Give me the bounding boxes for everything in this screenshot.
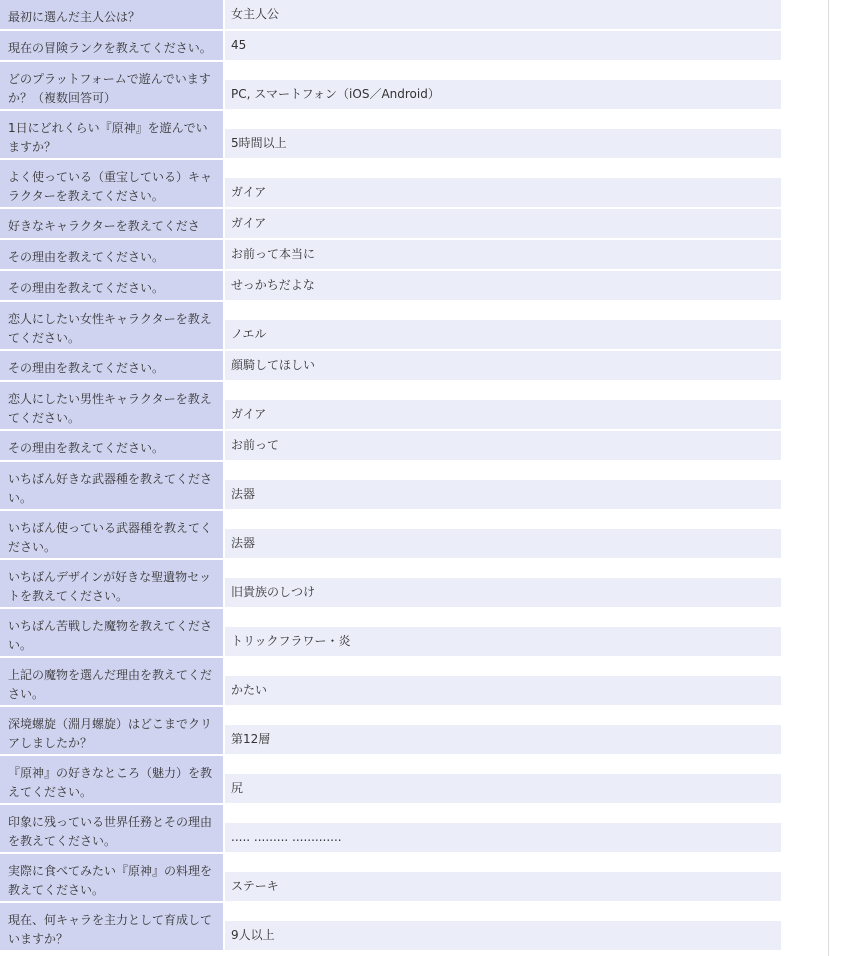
answer-text: 旧貴族のしつけ [231, 585, 316, 599]
answer-cell [225, 62, 781, 111]
answer-cell [225, 903, 781, 952]
answer-cell [225, 431, 781, 462]
question-cell [0, 903, 225, 952]
question-text: いちばん好きな武器種を教えてください。 [8, 472, 213, 505]
question-cell [0, 511, 225, 560]
question-text: 『原神』の好きなところ（魅力）を教えてください。 [8, 766, 213, 799]
answer-cell [225, 756, 781, 805]
question-text: 実際に食べてみたい『原神』の料理を教えてください。 [8, 864, 213, 897]
question-cell [0, 854, 225, 903]
answer-text: トリックフラワー・炎 [231, 634, 351, 648]
answer-cell [225, 854, 781, 903]
question-text: 1日にどれくらい『原神』を遊んでいますか？ [8, 121, 208, 154]
answer-cell [225, 0, 781, 31]
question-cell [0, 658, 225, 707]
question-cell [0, 805, 225, 854]
table-row [0, 511, 781, 560]
table-row [0, 431, 781, 462]
question-cell [0, 302, 225, 351]
question-cell [0, 462, 225, 511]
table-row [0, 62, 781, 111]
answer-text: PC, スマートフォン（iOS／Android） [231, 87, 440, 101]
answer-cell [225, 511, 781, 560]
question-cell [0, 431, 225, 462]
table-row [0, 0, 781, 31]
question-text: 最初に選んだ主人公は？ [8, 10, 141, 24]
question-cell [0, 209, 225, 240]
answer-text: 第12層 [231, 732, 271, 746]
table-row [0, 707, 781, 756]
answer-text: 45 [231, 38, 247, 52]
answer-text: 法器 [231, 536, 256, 550]
answer-cell [225, 560, 781, 609]
question-text: よく使っている（重宝している）キャラクターを教えてください。 [8, 170, 213, 203]
table-row [0, 382, 781, 431]
question-cell [0, 756, 225, 805]
question-cell [0, 111, 225, 160]
answer-cell [225, 707, 781, 756]
question-text: どのプラットフォームで遊んでいますか？（複数回答可） [8, 72, 211, 105]
answer-text: 尻 [231, 781, 244, 795]
answer-cell [225, 351, 781, 382]
table-row [0, 351, 781, 382]
answer-cell [225, 609, 781, 658]
question-cell [0, 0, 225, 31]
question-text: 現在の冒険ランクを教えてください。 [8, 41, 212, 55]
answer-cell [225, 382, 781, 431]
question-text: 深境螺旋（淵月螺旋）はどこまでクリアしましたか？ [8, 717, 213, 750]
answer-text: 女主人公 [231, 7, 280, 21]
question-text: 恋人にしたい女性キャラクターを教えてください。 [8, 312, 212, 345]
table-row [0, 903, 781, 952]
table-row [0, 111, 781, 160]
answer-cell [225, 111, 781, 160]
answer-text: ノエル [231, 327, 267, 341]
answer-cell [225, 160, 781, 209]
table-row [0, 462, 781, 511]
scrollbar-track[interactable] [828, 0, 842, 956]
question-text: その理由を教えてください。 [8, 281, 165, 295]
answer-cell [225, 31, 781, 62]
answer-cell [225, 805, 781, 854]
table-row [0, 805, 781, 854]
table-row [0, 271, 781, 302]
answer-text: お前って本当に [231, 247, 316, 261]
question-text: 恋人にしたい男性キャラクターを教えてください。 [8, 392, 212, 425]
answer-text: せっかちだよな [231, 278, 315, 292]
table-row [0, 560, 781, 609]
answer-text: ガイア [231, 407, 267, 421]
answer-cell [225, 209, 781, 240]
question-cell [0, 351, 225, 382]
answer-text: 法器 [231, 487, 256, 501]
answer-text: ..... ......... ............. [231, 830, 342, 844]
table-row [0, 209, 781, 240]
answer-cell [225, 462, 781, 511]
answer-cell [225, 658, 781, 707]
question-cell [0, 560, 225, 609]
table-row [0, 160, 781, 209]
answer-cell [225, 302, 781, 351]
table-row [0, 31, 781, 62]
table-row [0, 302, 781, 351]
question-cell [0, 609, 225, 658]
answer-text: お前って [231, 438, 280, 452]
question-text: 上記の魔物を選んだ理由を教えてください。 [8, 668, 213, 701]
question-cell [0, 382, 225, 431]
question-text: いちばんデザインが好きな聖遺物セットを教えてください。 [8, 570, 212, 603]
question-cell [0, 31, 225, 62]
answer-text: かたい [231, 683, 268, 697]
answer-text: 顔騎してほしい [231, 358, 316, 372]
table-row [0, 609, 781, 658]
answer-text: ガイア [231, 185, 267, 199]
question-text: 印象に残っている世界任務とその理由を教えてください。 [8, 815, 213, 848]
answer-cell [225, 271, 781, 302]
question-text: その理由を教えてください。 [8, 250, 165, 264]
table-row [0, 756, 781, 805]
question-text: いちばん苦戦した魔物を教えてください。 [8, 619, 213, 652]
answer-cell [225, 240, 781, 271]
table-row [0, 854, 781, 903]
question-text: その理由を教えてください。 [8, 441, 165, 455]
question-text: 現在、何キャラを主力として育成していますか？ [8, 913, 213, 946]
question-cell [0, 271, 225, 302]
answer-text: 5時間以上 [231, 136, 287, 150]
question-text: 好きなキャラクターを教えてくださ [8, 219, 200, 233]
table-row [0, 240, 781, 271]
table-row [0, 658, 781, 707]
question-text: その理由を教えてください。 [8, 361, 165, 375]
question-cell [0, 707, 225, 756]
answer-text: ガイア [231, 216, 267, 230]
answer-text: 9人以上 [231, 928, 275, 942]
question-cell [0, 160, 225, 209]
question-text: いちばん使っている武器種を教えてください。 [8, 521, 213, 554]
question-cell [0, 240, 225, 271]
answer-text: ステーキ [231, 879, 279, 893]
question-cell [0, 62, 225, 111]
